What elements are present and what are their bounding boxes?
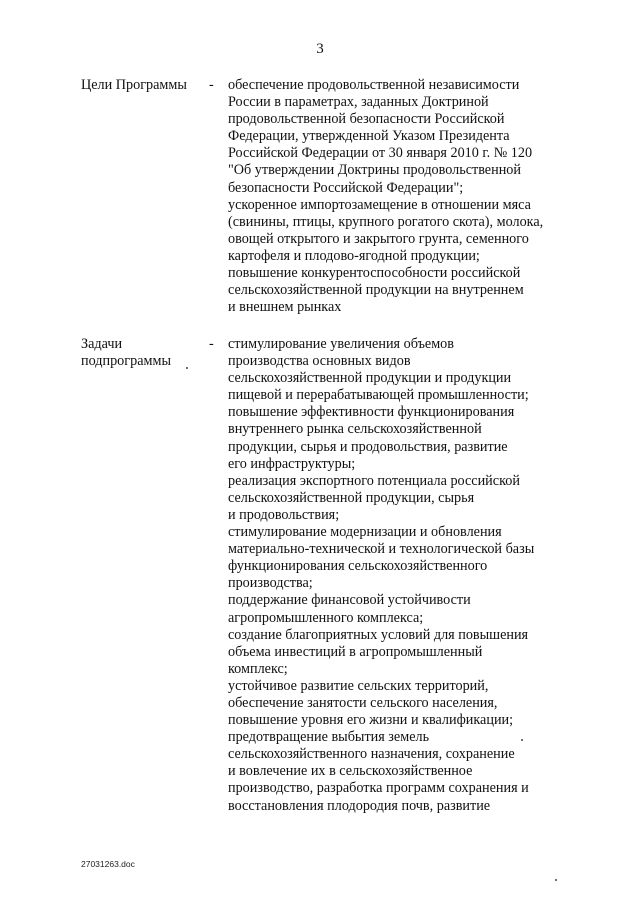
goals-line: Федерации, утвержденной Указом Президента <box>228 128 510 145</box>
tasks-label-line: подпрограммы <box>81 353 171 370</box>
scan-speck <box>521 739 523 741</box>
goals-line: (свинины, птицы, крупного рогатого скота), молока, <box>228 213 544 230</box>
tasks-line: обеспечение занятости сельского населения, <box>228 694 498 711</box>
goals-line: ускоренное импортозамещение в отношении мяса <box>228 196 531 213</box>
tasks-text <box>228 336 588 815</box>
goals-line: сельскохозяйственной продукции на внутреннем <box>228 282 524 299</box>
goals-dash: - <box>209 77 214 93</box>
tasks-line: пищевой и перерабатывающей промышленности; <box>228 387 529 404</box>
goals-line: обеспечение продовольственной независимости <box>228 77 520 93</box>
tasks-line: и продовольствия; <box>228 506 340 523</box>
tasks-line: повышение эффективности функционирования <box>228 404 515 421</box>
goals-line: продовольственной безопасности Российской <box>228 111 505 128</box>
tasks-line: повышение уровня его жизни и квалификации; <box>228 712 514 729</box>
tasks-line: предотвращение выбытия земель <box>228 729 430 746</box>
tasks-label <box>81 336 201 370</box>
tasks-line: материально-технической и технологической базы <box>228 541 535 558</box>
tasks-dash: - <box>209 336 214 352</box>
goals-line: России в параметрах, заданных Доктриной <box>228 94 489 111</box>
tasks-line: устойчивое развитие сельских территорий, <box>228 677 489 694</box>
goals-text <box>228 77 588 316</box>
tasks-line: реализация экспортного потенциала российской <box>228 472 520 489</box>
tasks-line: функционирования сельскохозяйственного <box>228 558 488 575</box>
tasks-line: поддержание финансовой устойчивости <box>228 592 471 609</box>
tasks-line: производства; <box>228 575 313 592</box>
tasks-line: стимулирование модернизации и обновления <box>228 524 502 541</box>
goals-line: и внешнем рынках <box>228 299 342 316</box>
tasks-line: внутреннего рынка сельскохозяйственной <box>228 421 482 438</box>
goals-line: повышение конкурентоспособности российской <box>228 265 521 282</box>
tasks-line: объема инвестиций в агропромышленный <box>228 643 483 660</box>
tasks-line: агропромышленного комплекса; <box>228 609 424 626</box>
tasks-line: стимулирование увеличения объемов <box>228 336 454 352</box>
goals-label <box>81 77 201 94</box>
goals-line: овощей открытого и закрытого грунта, семенного <box>228 230 529 247</box>
goals-line: Российской Федерации от 30 января 2010 г. № 120 <box>228 145 533 162</box>
goals-line: "Об утверждении Доктрины продовольственной <box>228 162 521 179</box>
tasks-line: комплекс; <box>228 660 288 677</box>
tasks-line: производство, разработка программ сохранения и <box>228 780 529 797</box>
tasks-line: сельскохозяйственной продукции, сырья <box>228 489 475 506</box>
tasks-line: сельскохозяйственной продукции и продукции <box>228 370 512 387</box>
file-code: 27031263.doc <box>81 859 135 869</box>
goals-line: картофеля и плодово-ягодной продукции; <box>228 247 480 264</box>
tasks-line: сельскохозяйственного назначения, сохранение <box>228 746 515 763</box>
tasks-line: продукции, сырья и продовольствия, развитие <box>228 438 508 455</box>
scan-speck <box>186 367 188 369</box>
tasks-label-line: Задачи <box>81 336 123 352</box>
page-number: 3 <box>316 41 324 57</box>
tasks-line: восстановления плодородия почв, развитие <box>228 797 491 814</box>
goals-label-line: Цели Программы <box>81 77 187 93</box>
tasks-line: и вовлечение их в сельскохозяйственное <box>228 763 473 780</box>
tasks-line: производства основных видов <box>228 353 411 370</box>
tasks-line: создание благоприятных условий для повышения <box>228 626 529 643</box>
goals-line: безопасности Российской Федерации"; <box>228 179 464 196</box>
scan-speck <box>555 879 557 881</box>
tasks-line: его инфраструктуры; <box>228 455 356 472</box>
